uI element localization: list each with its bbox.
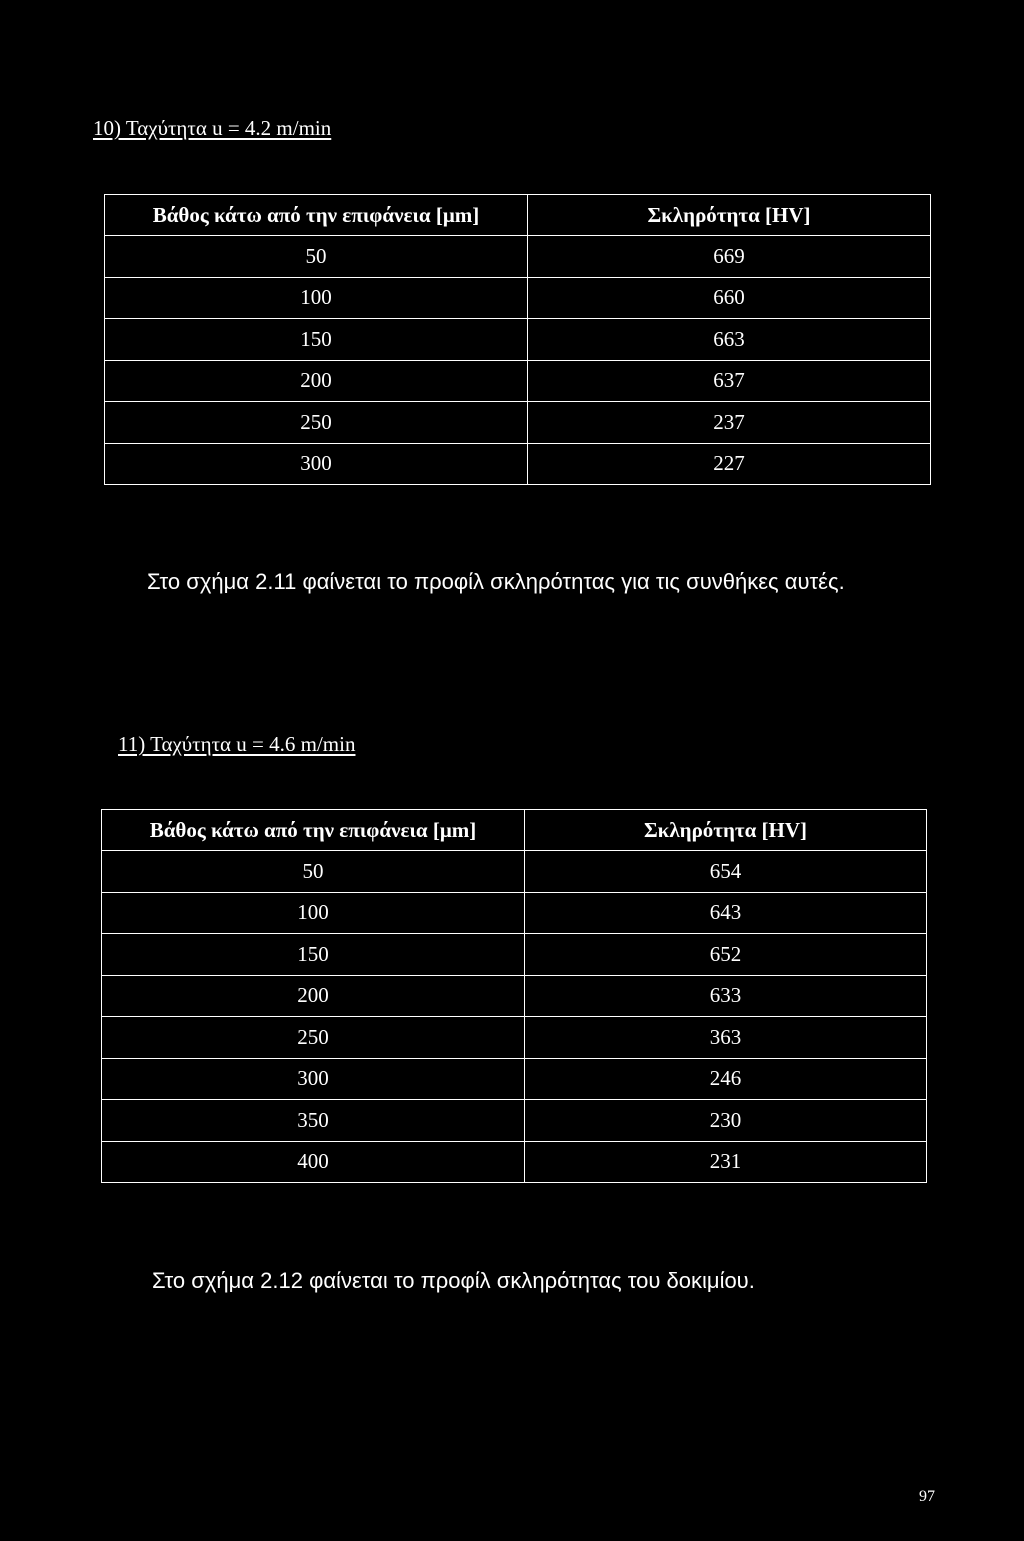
section-heading-10: 10) Ταχύτητα u = 4.2 m/min	[93, 116, 332, 140]
table-header-row	[102, 810, 927, 851]
depth-cell: 100	[105, 277, 528, 319]
figure-reference-2-11: Στο σχήμα 2.11 φαίνεται το προφίλ σκληρότητας για τις συνθήκες αυτές.	[147, 569, 845, 594]
depth-cell: 50	[102, 851, 525, 893]
hardness-cell: 652	[525, 934, 927, 976]
table-row	[102, 1017, 927, 1059]
hardness-cell: 643	[525, 892, 927, 934]
depth-cell: 250	[105, 402, 528, 444]
depth-cell: 150	[102, 934, 525, 976]
table-row	[105, 277, 931, 319]
table-header-row	[105, 195, 931, 236]
depth-cell: 250	[102, 1017, 525, 1059]
hardness-table-10	[104, 194, 931, 485]
hardness-cell: 663	[528, 319, 931, 361]
depth-cell: 200	[102, 975, 525, 1017]
hardness-cell: 654	[525, 851, 927, 893]
table-row	[105, 360, 931, 402]
table-row	[105, 443, 931, 485]
table-row	[105, 402, 931, 444]
depth-cell: 200	[105, 360, 528, 402]
table-row	[102, 892, 927, 934]
table-row	[102, 1058, 927, 1100]
depth-cell: 300	[105, 443, 528, 485]
hardness-cell: 669	[528, 236, 931, 278]
hardness-cell: 246	[525, 1058, 927, 1100]
depth-cell: 400	[102, 1141, 525, 1183]
hardness-column-header: Σκληρότητα [HV]	[525, 810, 927, 851]
table-row	[102, 851, 927, 893]
depth-column-header: Βάθος κάτω από την επιφάνεια [μm]	[102, 810, 525, 851]
table-row	[102, 1100, 927, 1142]
hardness-cell: 237	[528, 402, 931, 444]
depth-cell: 300	[102, 1058, 525, 1100]
section-heading-11: 11) Ταχύτητα u = 4.6 m/min	[118, 732, 356, 756]
hardness-cell: 227	[528, 443, 931, 485]
page-number: 97	[919, 1488, 935, 1505]
depth-cell: 50	[105, 236, 528, 278]
hardness-cell: 637	[528, 360, 931, 402]
hardness-cell: 363	[525, 1017, 927, 1059]
depth-cell: 100	[102, 892, 525, 934]
depth-column-header: Βάθος κάτω από την επιφάνεια [μm]	[105, 195, 528, 236]
hardness-cell: 660	[528, 277, 931, 319]
hardness-cell: 230	[525, 1100, 927, 1142]
hardness-cell: 633	[525, 975, 927, 1017]
hardness-column-header: Σκληρότητα [HV]	[528, 195, 931, 236]
depth-cell: 350	[102, 1100, 525, 1142]
table-row	[102, 975, 927, 1017]
hardness-table-11	[101, 809, 927, 1183]
table-row	[102, 1141, 927, 1183]
depth-cell: 150	[105, 319, 528, 361]
hardness-cell: 231	[525, 1141, 927, 1183]
figure-reference-2-12: Στο σχήμα 2.12 φαίνεται το προφίλ σκληρότητας του δοκιμίου.	[152, 1268, 755, 1293]
table-row	[105, 236, 931, 278]
table-row	[105, 319, 931, 361]
table-row	[102, 934, 927, 976]
